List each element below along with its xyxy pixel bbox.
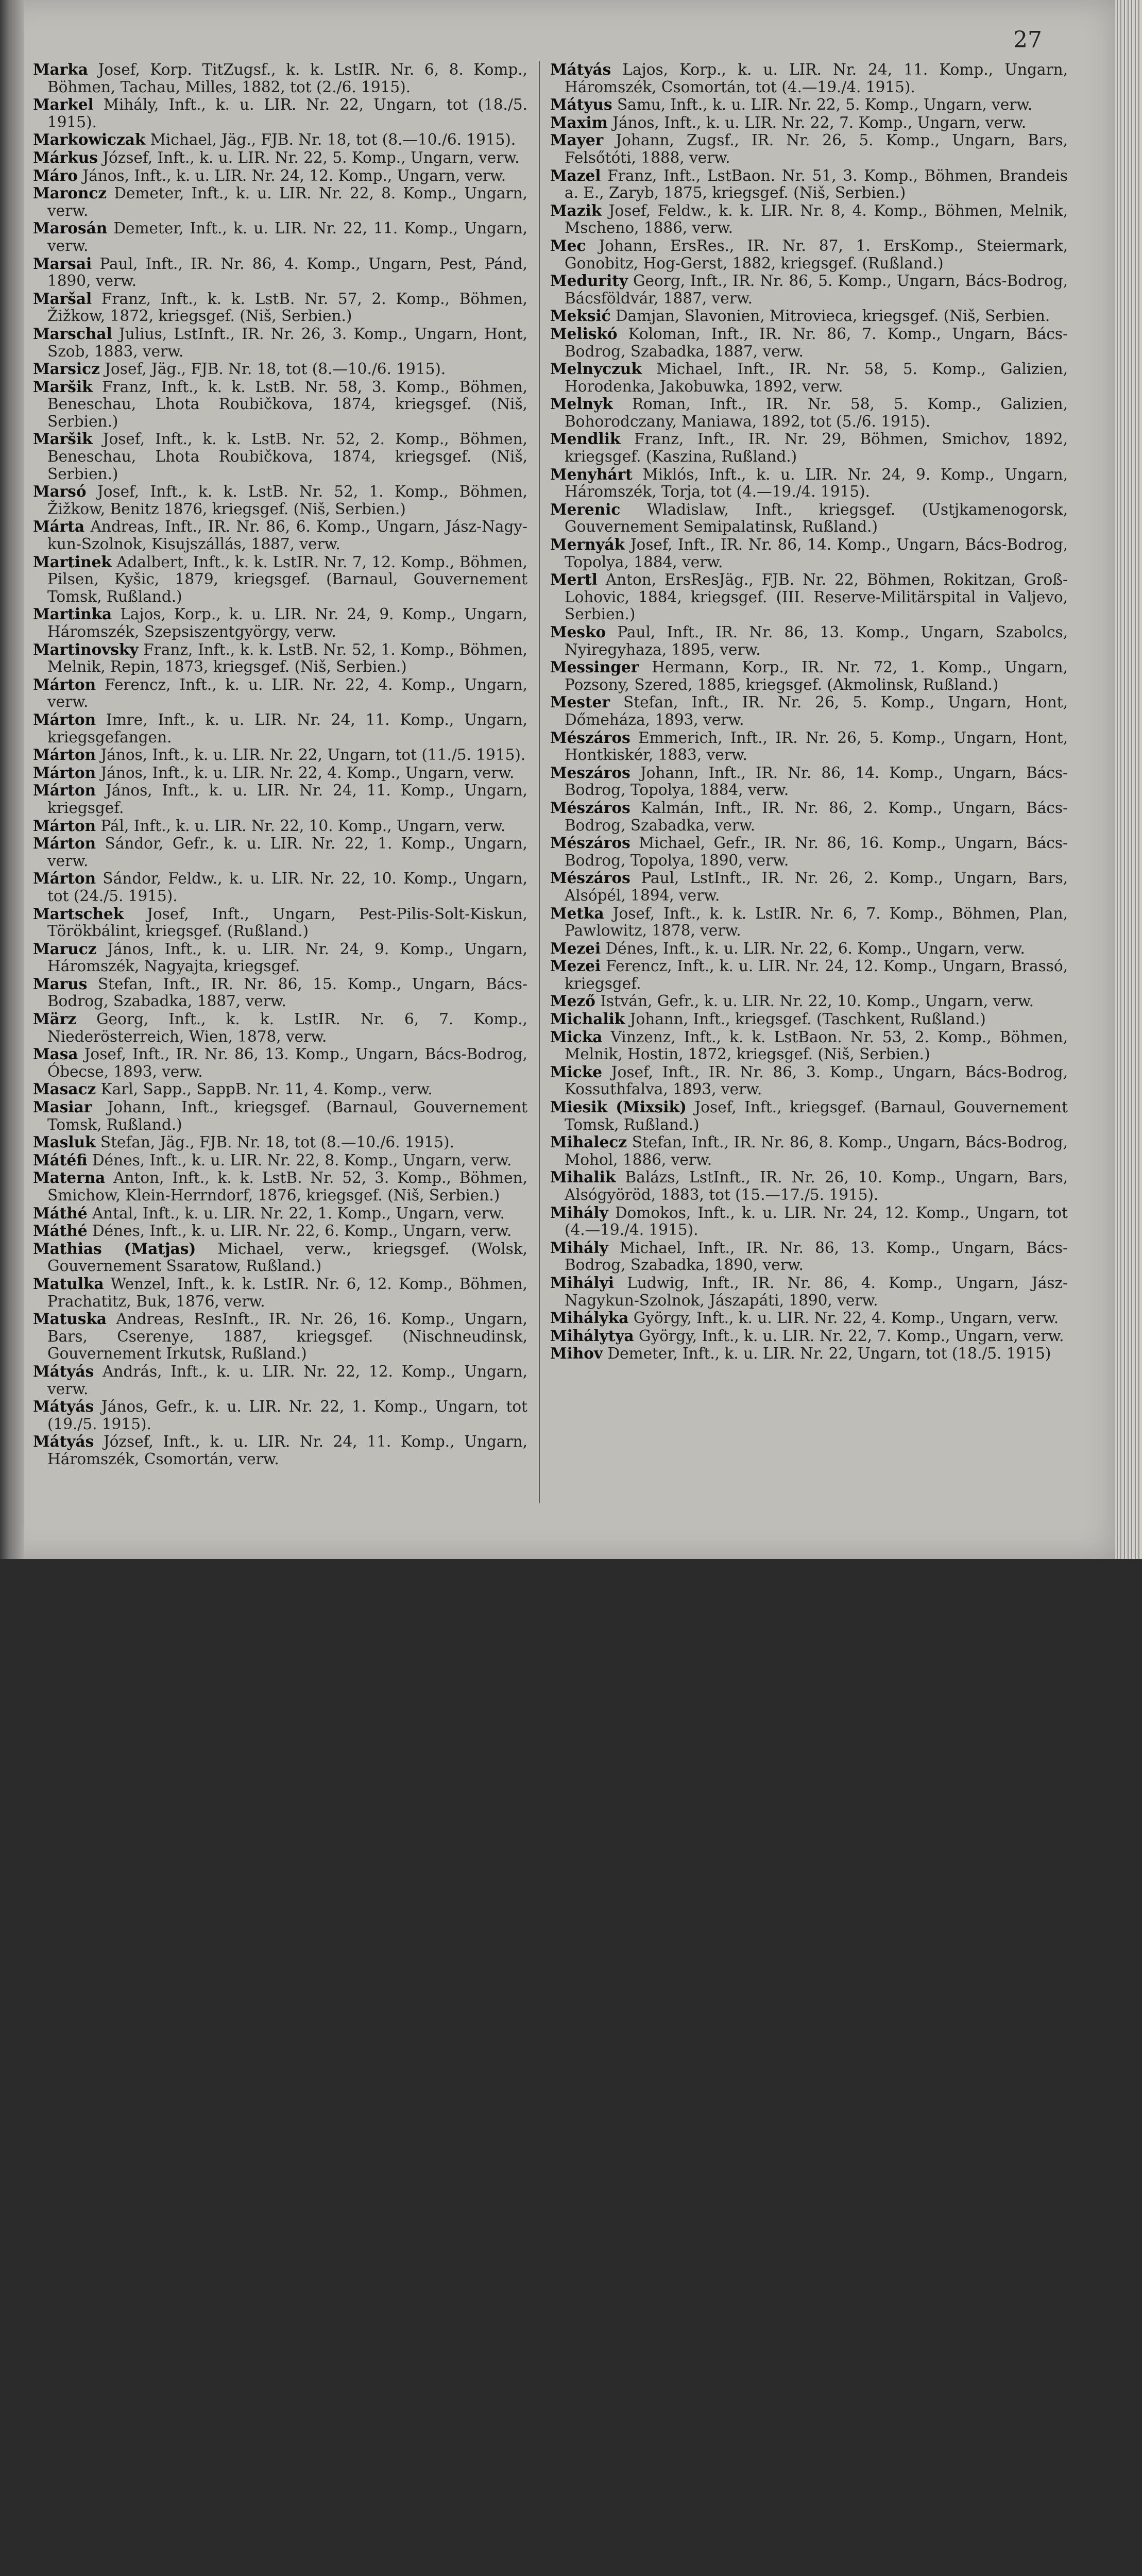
entry-surname: Marsai	[33, 254, 92, 273]
entry-surname: Márta	[33, 517, 85, 536]
register-entry	[550, 940, 1068, 958]
register-entry	[33, 1010, 527, 1045]
entry-details: Josef, Inft., k. k. LstB. Nr. 52, 2. Komp., Böhmen, Beneschau, Lhota Roubičkova, 1874, kriegsgef. (Niš, Serbien.)	[47, 430, 527, 483]
entry-details: Emmerich, Inft., IR. Nr. 26, 5. Komp., Ungarn, Hont, Hontkiskér, 1883, verw.	[565, 728, 1068, 764]
book-gutter	[0, 0, 24, 1559]
entry-surname: Mezei	[550, 939, 601, 957]
entry-details: András, Inft., k. u. LIR. Nr. 22, 12. Komp., Ungarn, verw.	[47, 1362, 527, 1398]
entry-surname: Mec	[550, 236, 586, 255]
register-entry	[33, 870, 527, 905]
entry-surname: Martinovsky	[33, 640, 139, 658]
entry-details: Michael, Jäg., FJB. Nr. 18, tot (8.—10./6. 1915).	[145, 131, 516, 149]
entry-details: Samu, Inft., k. u. LIR. Nr. 22, 5. Komp., Ungarn, verw.	[612, 96, 1033, 114]
entry-details: János, Inft., k. u. LIR. Nr. 22, Ungarn, tot (11./5. 1915).	[96, 746, 526, 764]
entry-surname: Mihály	[550, 1238, 608, 1257]
entry-surname: Mathias (Matjas)	[33, 1239, 196, 1258]
entry-surname: Mihalecz	[550, 1133, 627, 1151]
entry-details: Michael, Inft., IR. Nr. 58, 5. Komp., Galizien, Horodenka, Jakobuwka, 1892, verw.	[565, 360, 1068, 395]
register-entry	[33, 1045, 527, 1080]
entry-surname: Marus	[33, 974, 88, 993]
entry-details: Johann, Inft., kriegsgef. (Taschkent, Rußland.)	[625, 1010, 986, 1028]
entry-details: Josef, Inft., kriegsgef. (Barnaul, Gouvernement Tomsk, Rußland.)	[565, 1098, 1068, 1133]
register-entry	[550, 167, 1068, 202]
entry-surname: Mayer	[550, 131, 604, 149]
entry-surname: Mezei	[550, 957, 601, 975]
entry-details: Lajos, Korp., k. u. LIR. Nr. 24, 11. Komp., Ungarn, Háromszék, Csomortán, tot (4.—19./4. 1915).	[565, 61, 1068, 96]
entry-surname: Marosán	[33, 219, 108, 238]
register-entry	[550, 1204, 1068, 1239]
entry-details: Josef, Feldw., k. k. LIR. Nr. 8, 4. Komp., Böhmen, Melnik, Mscheno, 1886, verw.	[565, 201, 1068, 237]
register-entry	[33, 290, 527, 325]
entry-details: Johann, Inft., kriegsgef. (Barnaul, Gouvernement Tomsk, Rußland.)	[47, 1098, 527, 1133]
entry-details: Dénes, Inft., k. u. LIR. Nr. 22, 6. Komp., Ungarn, verw.	[87, 1222, 512, 1240]
entry-surname: Mátyás	[550, 60, 611, 78]
entry-surname: Márton	[33, 745, 96, 764]
entry-details: Roman, Inft., IR. Nr. 58, 5. Komp., Galizien, Bohorodczany, Maniawa, 1892, tot (5./6. 1915).	[565, 395, 1068, 430]
entry-details: János, Inft., k. u. LIR. Nr. 24, 9. Komp., Ungarn, Háromszék, Nagyajta, kriegsgef.	[47, 940, 527, 975]
entry-surname: Mátyás	[33, 1397, 94, 1416]
register-entry	[33, 1363, 527, 1398]
register-entry	[33, 1433, 527, 1468]
entry-details: Michael, Gefr., IR. Nr. 86, 16. Komp., Ungarn, Bács-Bodrog, Topolya, 1890, verw.	[565, 834, 1068, 869]
entry-surname: Márton	[33, 816, 96, 835]
entry-details: Josef, Inft., Ungarn, Pest-Pilis-Solt-Kiskun, Törökbálint, kriegsgef. (Rußland.)	[47, 905, 527, 940]
entry-details: Julius, LstInft., IR. Nr. 26, 3. Komp., Ungarn, Hont, Szob, 1883, verw.	[47, 325, 527, 360]
register-entry	[33, 1310, 527, 1363]
entry-details: József, Inft., k. u. LIR. Nr. 24, 11. Komp., Ungarn, Háromszék, Csomortán, verw.	[47, 1433, 527, 1468]
register-entry	[550, 1133, 1068, 1168]
entry-details: Anton, Inft., k. k. LstB. Nr. 52, 3. Komp., Böhmen, Smichow, Klein-Herrndorf, 1876, kriegsgef. (Niš, Serbien.)	[47, 1169, 527, 1204]
entry-surname: Menyhárt	[550, 465, 633, 483]
entry-surname: Messinger	[550, 658, 639, 676]
entry-surname: Masa	[33, 1045, 78, 1063]
register-entry	[550, 571, 1068, 623]
register-entry	[33, 131, 527, 149]
entry-details: Josef, Inft., k. k. LstB. Nr. 52, 1. Komp., Böhmen, Žižkow, Benitz 1876, kriegsgef. (Niš, Serbien.)	[47, 483, 527, 518]
entry-surname: Markowiczak	[33, 130, 146, 149]
entry-surname: Marsicz	[33, 360, 100, 378]
entry-surname: Materna	[33, 1168, 106, 1187]
register-entry	[550, 992, 1068, 1010]
entry-details: Imre, Inft., k. u. LIR. Nr. 24, 11. Komp., Ungarn, kriegsgefangen.	[47, 710, 527, 746]
register-entry	[550, 430, 1068, 465]
register-entry	[550, 272, 1068, 307]
entry-details: Dénes, Inft., k. u. LIR. Nr. 22, 6. Komp., Ungarn, verw.	[601, 939, 1025, 957]
entry-surname: Mendlik	[550, 430, 621, 448]
entry-surname: Markel	[33, 95, 94, 114]
entry-surname: Mesko	[550, 623, 606, 641]
entry-details: Johann, Inft., IR. Nr. 86, 14. Komp., Ungarn, Bács-Bodrog, Topolya, 1884, verw.	[565, 764, 1068, 799]
entry-details: Josef, Inft., IR. Nr. 86, 14. Komp., Ungarn, Bács-Bodrog, Topolya, 1884, verw.	[565, 536, 1068, 571]
entry-details: Paul, LstInft., IR. Nr. 26, 2. Komp., Ungarn, Bars, Alsópél, 1894, verw.	[565, 869, 1068, 904]
entry-details: János, Inft., k. u. LIR. Nr. 24, 12. Komp., Ungarn, verw.	[78, 166, 506, 184]
entry-surname: Masiar	[33, 1098, 92, 1116]
entry-surname: Marucz	[33, 939, 97, 958]
entry-details: Adalbert, Inft., k. k. LstIR. Nr. 7, 12. Komp., Böhmen, Pilsen, Kyšic, 1879, kriegsgef. (Barnaul, Gouvernement Tomsk, Rußland.)	[47, 553, 527, 605]
entry-surname: Maršal	[33, 289, 92, 308]
entry-details: Antal, Inft., k. u. LIR. Nr. 22, 1. Komp., Ungarn, verw.	[87, 1204, 505, 1222]
page-edge	[1115, 0, 1142, 1559]
entry-surname: Máthé	[33, 1222, 88, 1240]
entry-details: Wladislaw, Inft., kriegsgef. (Ustjkamenogorsk, Gouvernement Semipalatinsk, Rußland.)	[565, 500, 1068, 536]
entry-surname: Mihálytya	[550, 1326, 634, 1345]
entry-details: Ferencz, Inft., k. u. LIR. Nr. 22, 4. Komp., Ungarn, verw.	[47, 675, 527, 711]
entry-surname: Miesik (Mixsik)	[550, 1098, 687, 1116]
entry-surname: Matuska	[33, 1310, 107, 1328]
register-entry	[550, 1028, 1068, 1063]
left-column	[33, 61, 527, 1468]
register-entry	[550, 325, 1068, 360]
entry-surname: März	[33, 1010, 77, 1028]
entry-surname: Mihov	[550, 1344, 603, 1363]
register-entry	[550, 834, 1068, 869]
register-entry	[33, 1222, 527, 1240]
register-entry	[550, 1239, 1068, 1274]
entry-surname: Mihályi	[550, 1273, 614, 1292]
entry-details: Damjan, Slavonien, Mitrovieca, kriegsgef. (Niš, Serbien.	[610, 307, 1050, 325]
register-entry	[33, 746, 527, 764]
entry-details: Michael, verw., kriegsgef. (Wolsk, Gouvernement Ssaratow, Rußland.)	[47, 1240, 527, 1275]
entry-details: Karl, Sapp., SappB. Nr. 11, 4. Komp., verw.	[96, 1080, 433, 1098]
entry-surname: Mészáros	[550, 798, 630, 817]
register-entry	[33, 96, 527, 131]
register-entry	[550, 536, 1068, 571]
entry-details: Pál, Inft., k. u. LIR. Nr. 22, 10. Komp., Ungarn, verw.	[96, 817, 506, 835]
register-entry	[33, 1398, 527, 1433]
register-entry	[550, 307, 1068, 325]
entry-surname: Marsó	[33, 482, 87, 501]
entry-surname: Martschek	[33, 904, 124, 923]
entry-details: Stefan, Inft., IR. Nr. 86, 15. Komp., Ungarn, Bács-Bodrog, Szabadka, 1887, verw.	[47, 975, 527, 1010]
entry-surname: Márton	[33, 781, 96, 800]
register-entry	[33, 149, 527, 167]
entry-details: Josef, Inft., IR. Nr. 86, 3. Komp., Ungarn, Bács-Bodrog, Kossuthfalva, 1893, verw.	[565, 1063, 1068, 1098]
entry-surname: Melnyczuk	[550, 360, 642, 378]
entry-details: Franz, Inft., k. k. LstB. Nr. 58, 3. Komp., Böhmen, Beneschau, Lhota Roubičkova, 1874, kriegsgef. (Niš, Serbien.)	[47, 378, 527, 430]
register-entry	[550, 202, 1068, 237]
entry-details: István, Gefr., k. u. LIR. Nr. 22, 10. Komp., Ungarn, verw.	[595, 992, 1034, 1010]
entry-surname: Marschal	[33, 324, 112, 343]
entry-surname: Mátéfi	[33, 1150, 88, 1169]
entry-details: János, Gefr., k. u. LIR. Nr. 22, 1. Komp., Ungarn, tot (19./5. 1915).	[47, 1398, 527, 1433]
register-entry	[33, 167, 527, 185]
entry-details: János, Inft., k. u. LIR. Nr. 22, 4. Komp., Ungarn, verw.	[96, 764, 515, 782]
register-entry	[33, 905, 527, 940]
entry-details: Josef, Inft., IR. Nr. 86, 13. Komp., Ungarn, Bács-Bodrog, Óbecse, 1893, verw.	[47, 1045, 527, 1080]
entry-details: Stefan, Inft., IR. Nr. 86, 8. Komp., Ungarn, Bács-Bodrog, Mohol, 1886, verw.	[565, 1133, 1068, 1168]
entry-surname: Micke	[550, 1062, 603, 1081]
register-entry	[550, 61, 1068, 96]
entry-details: Johann, ErsRes., IR. Nr. 87, 1. ErsKomp., Steiermark, Gonobitz, Hog-Gerst, 1882, kriegsgef. (Rußland.)	[565, 236, 1068, 272]
entry-surname: Michalik	[550, 1010, 625, 1028]
entry-details: Koloman, Inft., IR. Nr. 86, 7. Komp., Ungarn, Bács-Bodrog, Szabadka, 1887, verw.	[565, 325, 1068, 360]
entry-details: Franz, Inft., k. k. LstB. Nr. 52, 1. Komp., Böhmen, Melnik, Repin, 1873, kriegsgef. (Niš, Serbien.)	[47, 640, 527, 676]
register-entry	[33, 184, 527, 219]
register-entry	[550, 131, 1068, 166]
entry-surname: Mernyák	[550, 535, 625, 554]
entry-surname: Maršik	[33, 430, 93, 448]
entry-details: Demeter, Inft., k. u. LIR. Nr. 22, Ungarn, tot (18./5. 1915)	[603, 1345, 1051, 1363]
register-entry	[33, 378, 527, 431]
entry-surname: Mazik	[550, 201, 602, 219]
entry-details: Sándor, Feldw., k. u. LIR. Nr. 22, 10. Komp., Ungarn, tot (24./5. 1915).	[47, 870, 527, 905]
entry-details: Ludwig, Inft., IR. Nr. 86, 4. Komp., Ungarn, Jász-Nagykun-Szolnok, Jászapáti, 1890, verw.	[565, 1274, 1068, 1309]
entry-details: Mihály, Inft., k. u. LIR. Nr. 22, Ungarn, tot (18./5. 1915).	[47, 96, 527, 131]
entry-details: Demeter, Inft., k. u. LIR. Nr. 22, 11. Komp., Ungarn, verw.	[47, 219, 527, 255]
register-entry	[550, 1168, 1068, 1204]
register-entry	[550, 1063, 1068, 1098]
entry-details: Josef, Korp. TitZugsf., k. k. LstIR. Nr. 6, 8. Komp., Böhmen, Tachau, Milles, 1882, tot (2./6. 1915).	[47, 61, 527, 96]
register-entry	[33, 641, 527, 676]
entry-surname: Mező	[550, 992, 595, 1010]
entry-details: Lajos, Korp., k. u. LIR. Nr. 24, 9. Komp., Ungarn, Háromszék, Szepsiszentgyörgy, verw.	[47, 605, 527, 640]
column-divider	[539, 61, 540, 1503]
register-entry	[550, 623, 1068, 658]
entry-details: Sándor, Gefr., k. u. LIR. Nr. 22, 1. Komp., Ungarn, verw.	[47, 835, 527, 870]
register-entry	[550, 360, 1068, 395]
viewer-footer	[0, 1559, 1142, 1701]
register-entry	[33, 553, 527, 606]
entry-details: Stefan, Inft., IR. Nr. 26, 5. Komp., Ungarn, Hont, Dőmeháza, 1893, verw.	[565, 693, 1068, 728]
page-number: 27	[1013, 27, 1042, 53]
register-entry	[33, 255, 527, 290]
entry-details: Paul, Inft., IR. Nr. 86, 13. Komp., Ungarn, Szabolcs, Nyiregyhaza, 1895, verw.	[565, 623, 1068, 658]
entry-surname: Meksić	[550, 307, 611, 325]
entry-surname: Maxim	[550, 113, 608, 131]
register-entry	[550, 693, 1068, 728]
register-entry	[550, 799, 1068, 834]
register-entry	[550, 96, 1068, 114]
entry-surname: Meliskó	[550, 324, 618, 343]
entry-details: Kalmán, Inft., IR. Nr. 86, 2. Komp., Ungarn, Bács-Bodrog, Szabadka, verw.	[565, 799, 1068, 834]
register-entry	[33, 1133, 527, 1151]
register-entry	[550, 1010, 1068, 1028]
register-entry	[33, 219, 527, 255]
register-entry	[33, 430, 527, 483]
register-entry	[33, 325, 527, 360]
entry-details: Franz, Inft., LstBaon. Nr. 51, 3. Komp., Böhmen, Brandeis a. E., Zaryb, 1875, kriegsgef. (Niš, Serbien.)	[565, 166, 1068, 202]
entry-surname: Metka	[550, 904, 604, 922]
register-entry	[550, 114, 1068, 132]
register-entry	[550, 237, 1068, 272]
entry-surname: Mészáros	[550, 834, 630, 852]
entry-details: Balázs, LstInft., IR. Nr. 26, 10. Komp., Ungarn, Bars, Alsógyöröd, 1883, tot (15.—17./5. 1915).	[565, 1168, 1068, 1204]
entry-details: Georg, Inft., IR. Nr. 86, 5. Komp., Ungarn, Bács-Bodrog, Bácsföldvár, 1887, verw.	[565, 272, 1068, 307]
entry-details: József, Inft., k. u. LIR. Nr. 22, 5. Komp., Ungarn, verw.	[97, 148, 520, 166]
entry-surname: Mihalik	[550, 1168, 616, 1187]
register-entry	[550, 729, 1068, 764]
register-entry	[33, 360, 527, 378]
register-entry	[33, 1169, 527, 1204]
entry-surname: Mihályka	[550, 1309, 629, 1327]
right-column	[550, 61, 1068, 1363]
entry-details: Dénes, Inft., k. u. LIR. Nr. 22, 8. Komp., Ungarn, verw.	[87, 1151, 512, 1169]
register-entry	[33, 835, 527, 870]
register-entry	[33, 518, 527, 553]
entry-surname: Melnyk	[550, 395, 613, 413]
entry-surname: Márton	[33, 834, 96, 853]
entry-surname: Mészáros	[550, 869, 630, 887]
entry-surname: Medurity	[550, 272, 628, 290]
entry-details: Josef, Inft., k. k. LstIR. Nr. 6, 7. Komp., Böhmen, Plan, Pawlowitz, 1878, verw.	[565, 904, 1068, 940]
entry-details: János, Inft., k. u. LIR. Nr. 22, 7. Komp., Ungarn, verw.	[607, 113, 1027, 131]
entry-details: Georg, Inft., k. k. LstIR. Nr. 6, 7. Komp., Niederösterreich, Wien, 1878, verw.	[47, 1010, 527, 1045]
entry-surname: Maršik	[33, 377, 93, 396]
entry-details: Franz, Inft., k. k. LstB. Nr. 57, 2. Komp., Böhmen, Žižkow, 1872, kriegsgef. (Niš, Serbien.)	[47, 290, 527, 325]
entry-surname: Merenic	[550, 500, 621, 518]
entry-details: Michael, Inft., IR. Nr. 86, 13. Komp., Ungarn, Bács-Bodrog, Szabadka, 1890, verw.	[565, 1239, 1068, 1274]
entry-surname: Mátyás	[33, 1362, 94, 1380]
entry-surname: Mertl	[550, 570, 598, 589]
register-entry	[550, 1345, 1068, 1363]
entry-details: Domokos, Inft., k. u. LIR. Nr. 24, 12. Komp., Ungarn, tot (4.—19./4. 1915).	[565, 1204, 1068, 1239]
entry-details: György, Inft., k. u. LIR. Nr. 22, 7. Komp., Ungarn, verw.	[634, 1327, 1064, 1345]
register-entry	[33, 1151, 527, 1170]
entry-details: Stefan, Jäg., FJB. Nr. 18, tot (8.—10./6. 1915).	[95, 1133, 454, 1151]
entry-details: János, Inft., k. u. LIR. Nr. 24, 11. Komp., Ungarn, kriegsgef.	[47, 782, 527, 817]
register-entry	[33, 782, 527, 817]
entry-details: Vinzenz, Inft., k. k. LstBaon. Nr. 53, 2. Komp., Böhmen, Melnik, Hostin, 1872, kriegsgef. (Niš, Serbien.)	[565, 1028, 1068, 1063]
entry-surname: Micka	[550, 1027, 603, 1046]
entry-details: Anton, ErsResJäg., FJB. Nr. 22, Böhmen, Rokitzan, Groß-Lohovic, 1884, kriegsgef. (III. Reserve-Militärspital in Valjevo, Serbien.)	[565, 571, 1068, 623]
register-entry	[550, 1274, 1068, 1309]
register-entry	[33, 1205, 527, 1223]
entry-surname: Mészáros	[550, 728, 630, 747]
entry-details: Franz, Inft., IR. Nr. 29, Böhmen, Smichov, 1892, kriegsgef. (Kaszina, Rußland.)	[565, 430, 1068, 466]
entry-surname: Marka	[33, 60, 88, 78]
entry-surname: Márkus	[33, 148, 98, 166]
entry-surname: Meszáros	[550, 763, 630, 782]
register-entry	[33, 676, 527, 711]
entry-details: Wenzel, Inft., k. k. LstIR. Nr. 6, 12. Komp., Böhmen, Prachatitz, Buk, 1876, verw.	[47, 1275, 527, 1310]
register-entry	[550, 869, 1068, 904]
register-entry	[33, 1098, 527, 1133]
register-entry	[550, 501, 1068, 536]
entry-surname: Masacz	[33, 1080, 96, 1098]
register-entry	[33, 764, 527, 782]
register-entry	[550, 905, 1068, 940]
register-entry	[33, 483, 527, 518]
entry-surname: Martinek	[33, 552, 112, 571]
register-entry	[33, 61, 527, 96]
entry-surname: Márton	[33, 763, 96, 782]
entry-surname: Mátyus	[550, 95, 612, 114]
entry-surname: Mazel	[550, 166, 601, 184]
entry-surname: Mátyás	[33, 1432, 94, 1451]
entry-details: Paul, Inft., IR. Nr. 86, 4. Komp., Ungarn, Pest, Pánd, 1890, verw.	[47, 255, 527, 290]
register-entry	[550, 1309, 1068, 1327]
entry-surname: Matulka	[33, 1274, 104, 1293]
entry-details: Andreas, Inft., IR. Nr. 86, 6. Komp., Ungarn, Jász-Nagy-kun-Szolnok, Kisujszállás, 1887, verw.	[47, 518, 527, 553]
register-entry	[550, 764, 1068, 799]
entry-surname: Máro	[33, 166, 78, 184]
entry-details: Andreas, ResInft., IR. Nr. 26, 16. Komp., Ungarn, Bars, Cserenye, 1887, kriegsgef. (Nischneudinsk, Gouvernement Irkutsk, Rußland.)	[47, 1310, 527, 1363]
entry-surname: Máthé	[33, 1204, 88, 1222]
entry-surname: Márton	[33, 675, 96, 693]
entry-surname: Mester	[550, 693, 610, 711]
entry-details: György, Inft., k. u. LIR. Nr. 22, 4. Komp., Ungarn, verw.	[628, 1309, 1059, 1327]
entry-details: Johann, Zugsf., IR. Nr. 26, 5. Komp., Ungarn, Bars, Felsőtóti, 1888, verw.	[565, 131, 1068, 166]
entry-details: Josef, Jäg., FJB. Nr. 18, tot (8.—10./6. 1915).	[99, 360, 446, 378]
register-entry	[550, 466, 1068, 501]
register-entry	[33, 940, 527, 975]
register-entry	[33, 1240, 527, 1275]
register-entry	[33, 1275, 527, 1310]
register-entry	[33, 817, 527, 835]
entry-surname: Mihály	[550, 1203, 608, 1222]
register-entry	[33, 605, 527, 640]
entry-surname: Márton	[33, 869, 96, 888]
entry-details: Demeter, Inft., k. u. LIR. Nr. 22, 8. Komp., Ungarn, verw.	[47, 184, 527, 219]
register-entry	[550, 658, 1068, 693]
entry-surname: Maroncz	[33, 184, 107, 202]
register-entry	[33, 975, 527, 1010]
register-entry	[33, 711, 527, 746]
register-entry	[550, 395, 1068, 430]
entry-surname: Martinka	[33, 605, 112, 623]
entry-details: Hermann, Korp., IR. Nr. 72, 1. Komp., Ungarn, Pozsony, Szered, 1885, kriegsgef. (Akmolinsk, Rußland.)	[565, 658, 1068, 693]
register-entry	[550, 1327, 1068, 1345]
register-entry	[550, 957, 1068, 992]
entry-surname: Masluk	[33, 1133, 96, 1151]
register-entry	[33, 1080, 527, 1098]
register-entry	[550, 1098, 1068, 1133]
entry-surname: Márton	[33, 710, 96, 728]
entry-details: Ferencz, Inft., k. u. LIR. Nr. 24, 12. Komp., Ungarn, Brassó, kriegsgef.	[565, 957, 1068, 992]
entry-details: Miklós, Inft., k. u. LIR. Nr. 24, 9. Komp., Ungarn, Háromszék, Torja, tot (4.—19./4. 1915).	[565, 465, 1068, 501]
